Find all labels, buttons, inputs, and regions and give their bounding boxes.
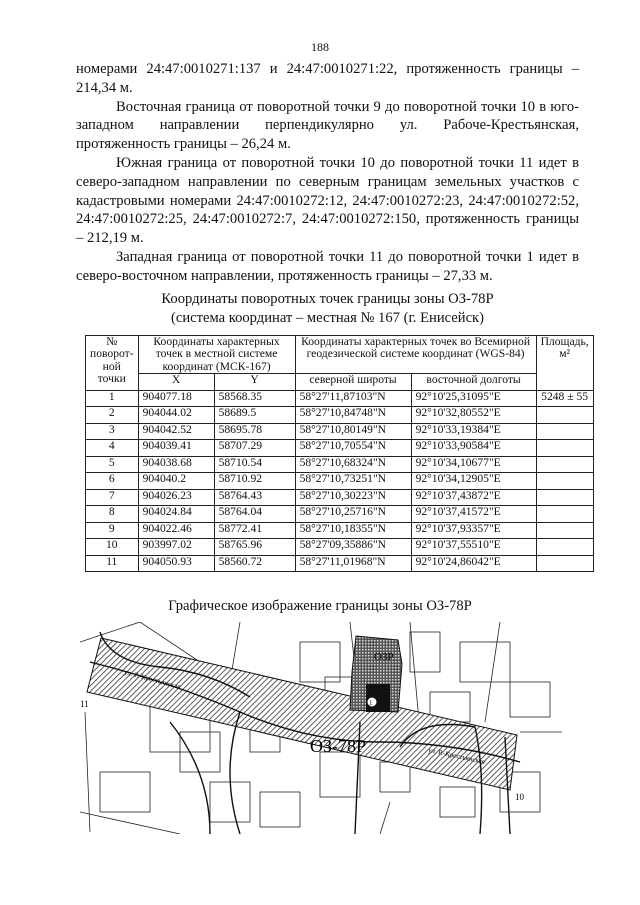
point-number: 11 (86, 555, 139, 572)
y-coord: 58568.35 (214, 390, 295, 407)
point-number: 1 (86, 390, 139, 407)
y-coord: 58707.29 (214, 440, 295, 457)
latitude: 58°27'10,30223"N (295, 489, 411, 506)
zone-label: ОЗ-78Р (310, 736, 367, 756)
point-number: 4 (86, 440, 139, 457)
area (536, 506, 593, 523)
table-row (86, 456, 594, 473)
street-label: ул. Р.-Крестьянская (427, 746, 486, 766)
table-caption (76, 290, 579, 328)
paragraph: Западная граница от поворотной точки 11 до поворотной точки 1 идет в северо-восточном направлении, протяженность границы – 27,33 м. (76, 248, 579, 284)
longitude: 92°10'25,31095"E (411, 390, 536, 407)
point-number: 2 (86, 407, 139, 424)
point-label: 11 (80, 699, 89, 709)
latitude: 58°27'09,35886"N (295, 539, 411, 556)
point-number: 5 (86, 456, 139, 473)
area (536, 440, 593, 457)
table-row (86, 539, 594, 556)
longitude: 92°10'32,80552"E (411, 407, 536, 424)
x-coord: 903997.02 (138, 539, 214, 556)
header-num: № поворот-ной точки (86, 336, 139, 391)
body-text (76, 60, 579, 286)
x-coord: 904038.68 (138, 456, 214, 473)
x-coord: 904077.18 (138, 390, 214, 407)
longitude: 92°10'24,86042"E (411, 555, 536, 572)
overlap-zone-label: ОЗР (374, 651, 394, 663)
area (536, 407, 593, 424)
header-area: Площадь, м² (536, 336, 593, 391)
x-coord: 904026.23 (138, 489, 214, 506)
latitude: 58°27'10,84748"N (295, 407, 411, 424)
street-label: ул. Р.-Крестьянская (123, 668, 182, 691)
longitude: 92°10'34,12905"E (411, 473, 536, 490)
point-number: 6 (86, 473, 139, 490)
area (536, 473, 593, 490)
point-number: 9 (86, 522, 139, 539)
point-number: 3 (86, 423, 139, 440)
y-coord: 58689.5 (214, 407, 295, 424)
x-coord: 904050.93 (138, 555, 214, 572)
longitude: 92°10'37,43872"E (411, 489, 536, 506)
x-coord: 904024.84 (138, 506, 214, 523)
table-row (86, 522, 594, 539)
x-coord: 904040.2 (138, 473, 214, 490)
latitude: 58°27'10,18355"N (295, 522, 411, 539)
longitude: 92°10'34,10677"E (411, 456, 536, 473)
area (536, 423, 593, 440)
longitude: 92°10'37,41572"E (411, 506, 536, 523)
point-number: 10 (86, 539, 139, 556)
point-number: 7 (86, 489, 139, 506)
y-coord: 58764.04 (214, 506, 295, 523)
table-row (86, 473, 594, 490)
table-caption-line: Координаты поворотных точек границы зоны ОЗ-78Р (161, 291, 494, 307)
y-coord: 58560.72 (214, 555, 295, 572)
table-row (86, 489, 594, 506)
area (536, 489, 593, 506)
y-coord: 58772.41 (214, 522, 295, 539)
map-caption: Графическое изображение границы зоны ОЗ-78Р (168, 598, 472, 614)
latitude: 58°27'11,87103"N (295, 390, 411, 407)
point-label: 10 (515, 792, 524, 802)
x-coord: 904044.02 (138, 407, 214, 424)
paragraph: номерами 24:47:0010271:137 и 24:47:0010271:22, протяженность границы – 214,34 м. (76, 61, 579, 96)
header-local: Координаты характерных точек в местной системе координат (МСК-167) (138, 336, 295, 374)
latitude: 58°27'10,70554"N (295, 440, 411, 457)
header-lon: восточной долготы (411, 374, 536, 391)
longitude: 92°10'37,93357"E (411, 522, 536, 539)
coordinates-table (85, 335, 594, 572)
table-row (86, 423, 594, 440)
page-number: 188 (311, 40, 329, 54)
table-row (86, 390, 594, 407)
area (536, 555, 593, 572)
y-coord: 58695.78 (214, 423, 295, 440)
latitude: 58°27'11,01968"N (295, 555, 411, 572)
header-x: X (138, 374, 214, 391)
longitude: 92°10'33,90584"E (411, 440, 536, 457)
area (536, 522, 593, 539)
area (536, 456, 593, 473)
table-row (86, 555, 594, 572)
table-row (86, 407, 594, 424)
table-caption-line: (система координат – местная № 167 (г. Енисейск) (171, 309, 484, 326)
latitude: 58°27'10,73251"N (295, 473, 411, 490)
table-row (86, 440, 594, 457)
y-coord: 58710.92 (214, 473, 295, 490)
zone-oz78r-area (87, 638, 517, 790)
longitude: 92°10'37,55510"E (411, 539, 536, 556)
latitude: 58°27'10,68324"N (295, 456, 411, 473)
x-coord: 904042.52 (138, 423, 214, 440)
header-y: Y (214, 374, 295, 391)
table-row (86, 506, 594, 523)
y-coord: 58710.54 (214, 456, 295, 473)
x-coord: 904039.41 (138, 440, 214, 457)
point-label: 1 (369, 699, 373, 707)
x-coord: 904022.46 (138, 522, 214, 539)
area: 5248 ± 55 (536, 390, 593, 407)
header-wgs: Координаты характерных точек во Всемирной геодезической системе координат (WGS-84) (295, 336, 536, 374)
y-coord: 58765.96 (214, 539, 295, 556)
latitude: 58°27'10,80149"N (295, 423, 411, 440)
area (536, 539, 593, 556)
paragraph: Восточная граница от поворотной точки 9 до поворотной точки 10 в юго-западном направлении перпендикулярно ул. Рабоче-Крестьянская, протяженность границы – 26,24 м. (76, 98, 579, 153)
point-number: 8 (86, 506, 139, 523)
paragraph: Южная граница от поворотной точки 10 до поворотной точки 11 идет в северо-западном направлении по северным границам земельных участков с кадастровыми номерами 24:47:0010272:12, 24:47:0010272:23, 24:47:0010272:52, 24:47:0010272:25, 24:47:0010272:7, 24:47:0010272:150, протяженность границы – 212,19 м. (76, 154, 579, 247)
latitude: 58°27'10,25716"N (295, 506, 411, 523)
y-coord: 58764.43 (214, 489, 295, 506)
header-lat: северной широты (295, 374, 411, 391)
longitude: 92°10'33,19384"E (411, 423, 536, 440)
zone-map (80, 622, 562, 834)
